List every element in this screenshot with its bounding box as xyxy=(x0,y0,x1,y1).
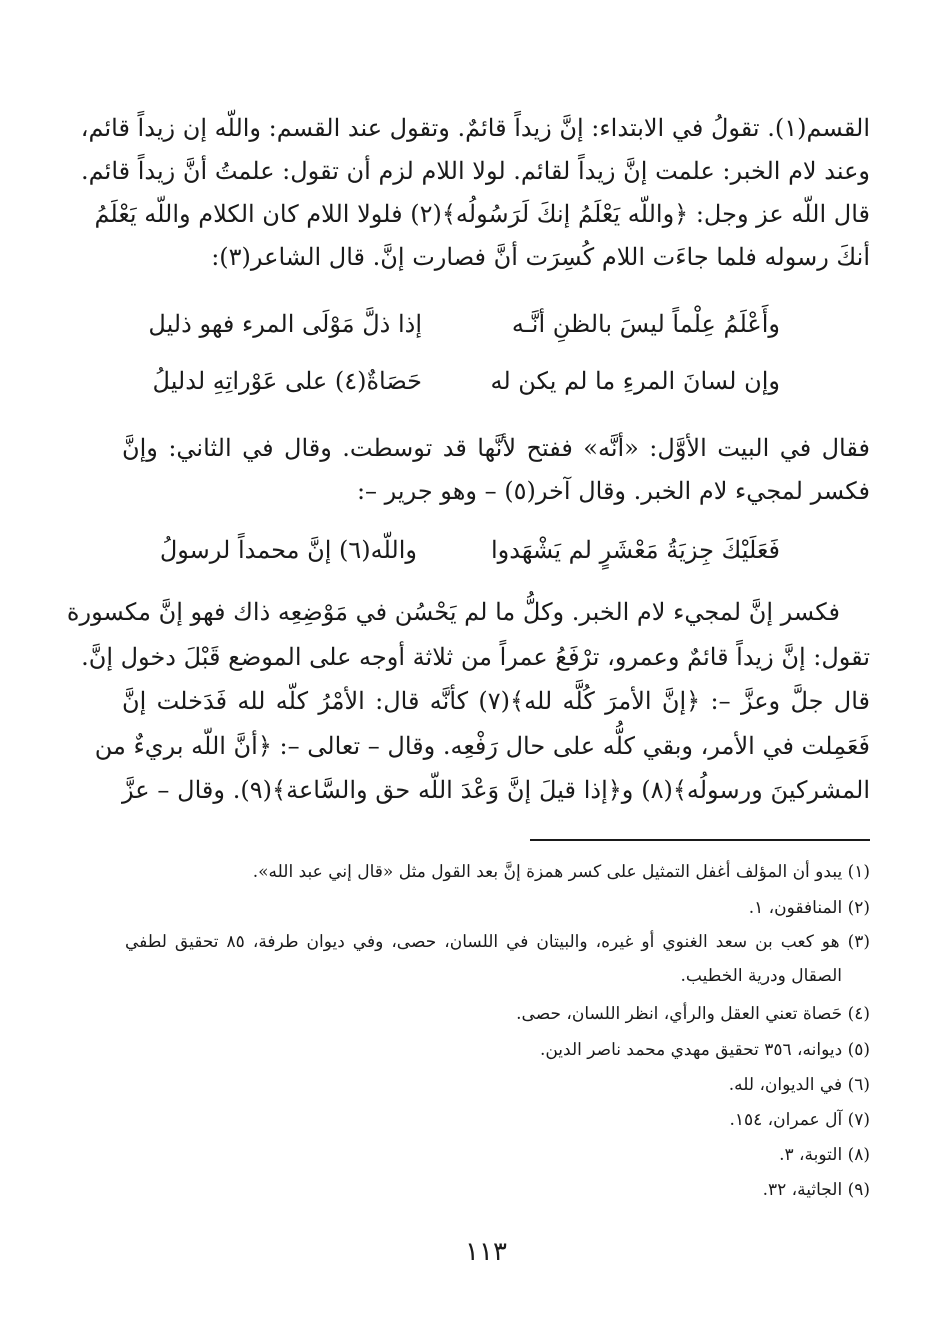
verse-hemistich-first: وإن لسانَ المرءِ ما لم يكن له xyxy=(490,367,780,395)
verse-hemistich-second: إذا ذلَّ مَوْلَى المرء فهو ذليل xyxy=(148,310,422,338)
footnote: (٤) حَصاة تعني العقل والرأي، انظر اللسان، حصى. xyxy=(516,1004,870,1024)
footnote: (٨) التوبة، ٣. xyxy=(779,1145,870,1165)
body-line: فكسر لمجيء لام الخبر. وقال آخر(٥) – وهو جرير –: xyxy=(356,477,870,505)
footnote: (٥) ديوانه، ٣٥٦ تحقيق مهدي محمد ناصر الدين. xyxy=(539,1040,870,1060)
footnote: (٣) هو كعب بن سعد الغنوي أو غيره، والبيتان في اللسان، حصى، وفي ديوان طرفة، ٨٥ تحقيق لطفي xyxy=(125,932,870,952)
footnote: (١) يبدو أن المؤلف أغفل التمثيل على كسر همزة إنَّ بعد القول مثل «قال إني عبد الله». xyxy=(252,862,870,882)
body-line: قال اللّه عز وجل: ﴿واللّه يَعْلَمُ إنكَ لَرَسُولُه﴾(٢) فلولا اللام كان الكلام واللّه يَعْلَمُ xyxy=(94,200,870,228)
body-line: قال جلَّ وعزَّ –: ﴿إنَّ الأمرَ كُلَّه لله﴾(٧) كأنَّه قال: الأمْرُ كلّه لله فَدَخلت إنَّ xyxy=(122,687,870,715)
verse-hemistich-second: حَصَاةٌ(٤) على عَوْراتِهِ لدليلُ xyxy=(152,367,422,395)
footnote-separator xyxy=(530,839,870,841)
body-line: فَعَمِلت في الأمر، وبقي كلُّه على حال رَفْعِه. وقال – تعالى –: ﴿أنَّ اللّه بريءٌ من xyxy=(94,732,870,760)
footnote: (٢) المنافقون، ١. xyxy=(748,898,870,918)
body-line: القسم(١). تقولُ في الابتداء: إنَّ زيداً قائمٌ. وتقول عند القسم: واللّه إن زيداً قائم، xyxy=(80,114,870,142)
body-line: أنكَ رسوله فلما جاءَت اللام كُسِرَت أنَّ فصارت إنَّ. قال الشاعر(٣): xyxy=(211,243,870,271)
body-line: تقول: إنَّ زيداً قائمٌ وعمرو، ترْفَعُ عمراً من ثلاثة أوجه على الموضع قَبْلَ دخول إنَّ. xyxy=(81,643,870,671)
footnote: (٦) في الديوان، لله. xyxy=(728,1075,870,1095)
body-line: فقال في البيت الأوَّل: «أنَّه» ففتح لأنَّها قد توسطت. وقال في الثاني: وإنَّ xyxy=(122,434,870,462)
footnote: (٩) الجاثية، ٣٢. xyxy=(762,1180,870,1200)
footnote: (٧) آل عمران، ١٥٤. xyxy=(729,1110,870,1130)
body-line: المشركينَ ورسولُه﴾(٨) و﴿إذا قيلَ إنَّ وَعْدَ اللّه حق والسَّاعة﴾(٩). وقال – عزَّ xyxy=(122,776,870,804)
verse-hemistich-first: فَعَلَيْكَ جِزيَةُ مَعْشَرٍ لم يَشْهَدوا xyxy=(491,536,780,564)
footnote-continuation: الصقال ودرية الخطيب. xyxy=(680,966,842,986)
body-line: وعند لام الخبر: علمت إنَّ زيداً لقائم. لولا اللام لزم أن تقول: علمتُ أنَّ زيداً قائم. xyxy=(81,157,870,185)
page-number: ١١٣ xyxy=(465,1237,507,1267)
body-line: فكسر إنَّ لمجيء لام الخبر. وكلُّ ما لم يَحْسُن في مَوْضِعِه ذاك فهو إنَّ مكسورة xyxy=(66,598,840,626)
verse-hemistich-first: وأَعْلَمُ عِلْماً ليسَ بالظنِ أنَّـه xyxy=(511,310,780,338)
verse-hemistich-second: واللّه(٦) إنَّ محمداً لرسولُ xyxy=(159,536,417,564)
